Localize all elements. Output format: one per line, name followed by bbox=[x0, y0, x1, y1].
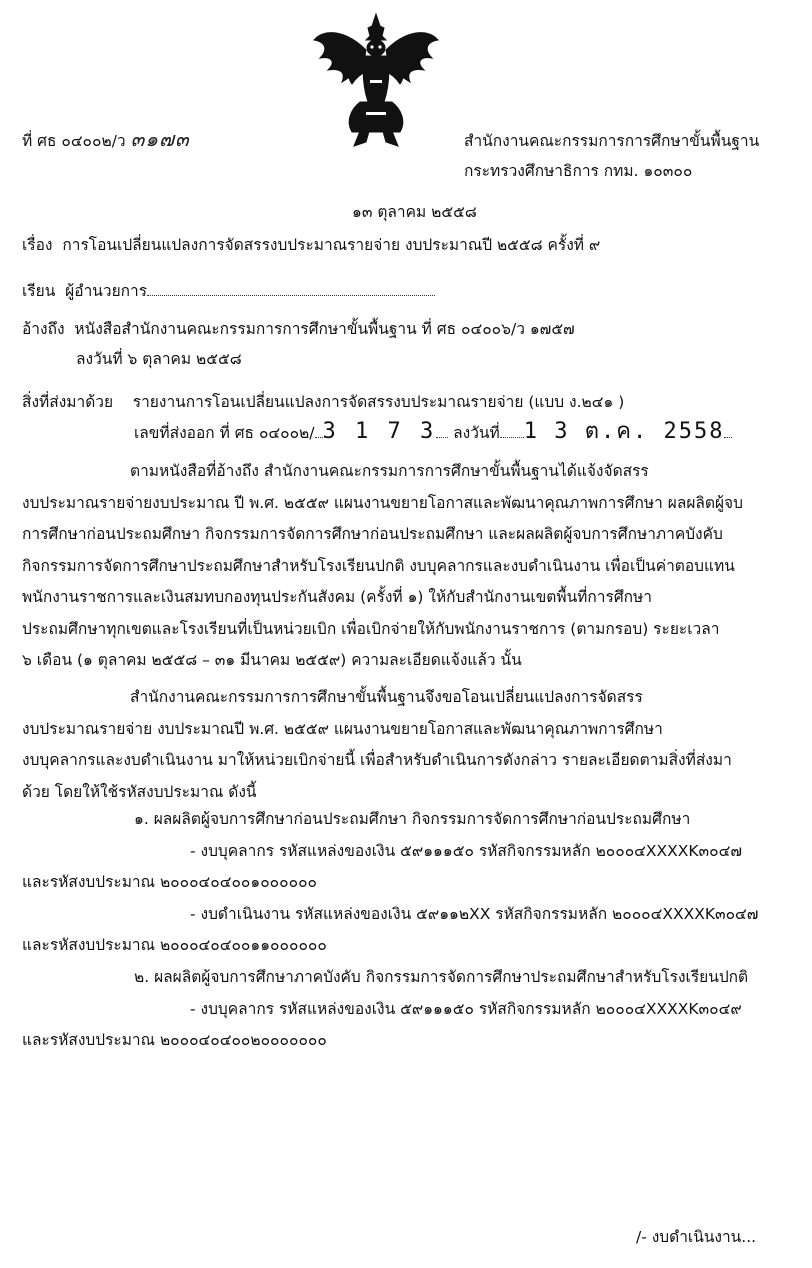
enclosure-line bbox=[22, 393, 624, 412]
export-date-stamp: 1 3 ต.ค. 2558 bbox=[523, 419, 725, 444]
export-dots-d bbox=[724, 423, 732, 438]
reference-date: ลงวันที่ ๖ ตุลาคม ๒๕๕๘ bbox=[76, 350, 242, 368]
paragraph-line: ๖ เดือน (๑ ตุลาคม ๒๕๕๘ – ๓๑ มีนาคม ๒๕๕๙) ความละเอียดแจ้งแล้ว นั้น bbox=[22, 651, 522, 669]
item-entry-line: - งบดำเนินงาน รหัสแหล่งของเงิน ๕๙๑๑๒XX รหัสกิจกรรมหลัก ๒๐๐๐๔XXXXK๓๐๔๗ bbox=[190, 904, 759, 923]
subject-label: เรื่อง bbox=[22, 236, 53, 254]
enclosure-text: รายงานการโอนเปลี่ยนแปลงการจัดสรรงบประมาณรายจ่าย (แบบ ง.๒๔๑ ) bbox=[132, 393, 625, 411]
export-dots-c bbox=[500, 423, 524, 438]
export-dots-b bbox=[436, 423, 448, 438]
office-name: สำนักงานคณะกรรมการการศึกษาขั้นพื้นฐาน bbox=[464, 132, 760, 150]
export-number-stamp: 3 1 7 3 bbox=[322, 419, 437, 444]
reference-number bbox=[22, 127, 190, 152]
export-number-line bbox=[134, 418, 732, 446]
export-dots-a bbox=[315, 423, 323, 438]
export-date-label: ลงวันที่ bbox=[453, 424, 500, 442]
paragraph-line: ตามหนังสือที่อ้างถึง สำนักงานคณะกรรมการการศึกษาขั้นพื้นฐานได้แจ้งจัดสรร bbox=[130, 462, 649, 480]
export-number-label: เลขที่ส่งออก ที่ ศธ ๐๔๐๐๒/ bbox=[134, 424, 315, 442]
reference-number-handwritten: ๓๑๗๓ bbox=[130, 127, 190, 151]
addressee-line bbox=[22, 281, 435, 301]
paragraph-line: พนักงานราชการและเงินสมทบกองทุนประกันสังคม (ครั้งที่ ๑) ให้กับสำนักงานเขตพื้นที่การศึกษา bbox=[22, 588, 652, 606]
paragraph-line: งบประมาณรายจ่ายงบประมาณ ปี พ.ศ. ๒๕๕๙ แผนงานขยายโอกาสและพัฒนาคุณภาพการศึกษา ผลผลิตผู้จบ bbox=[22, 493, 743, 512]
paragraph-line: การศึกษาก่อนประถมศึกษา กิจกรรมการจัดการศึกษาก่อนประถมศึกษา และผลผลิตผู้จบการศึกษาภาคบังคับ bbox=[22, 525, 723, 543]
item-entry-line: - งบบุคลากร รหัสแหล่งของเงิน ๕๙๑๑๑๕๐ รหัสกิจกรรมหลัก ๒๐๐๐๔XXXXK๓๐๔๗ bbox=[190, 841, 742, 860]
continuation-note: /- งบดำเนินงาน... bbox=[636, 1228, 757, 1246]
enclosure-label: สิ่งที่ส่งมาด้วย bbox=[22, 393, 114, 411]
item-heading: ๑. ผลผลิตผู้จบการศึกษาก่อนประถมศึกษา กิจกรรมการจัดการศึกษาก่อนประถมศึกษา bbox=[134, 810, 691, 828]
reference-text: หนังสือสำนักงานคณะกรรมการการศึกษาขั้นพื้นฐาน ที่ ศธ ๐๔๐๐๖/ว ๑๗๕๗ bbox=[74, 320, 575, 338]
office-address: กระทรวงศึกษาธิการ กทม. ๑๐๓๐๐ bbox=[464, 162, 693, 180]
addressee-fill-line bbox=[147, 281, 435, 296]
paragraph-line: สำนักงานคณะกรรมการการศึกษาขั้นพื้นฐานจึงขอโอนเปลี่ยนแปลงการจัดสรร bbox=[130, 688, 643, 706]
reference-line bbox=[22, 320, 575, 339]
budget-item-1 bbox=[22, 804, 792, 962]
item-entry-code: และรหัสงบประมาณ ๒๐๐๐๔๐๔๐๐๒๐๐๐๐๐๐๐ bbox=[22, 1031, 327, 1049]
paragraph-line: ด้วย โดยให้ใช้รหัสงบประมาณ ดังนี้ bbox=[22, 782, 257, 801]
body-paragraph-1 bbox=[22, 456, 792, 677]
item-entry-code: และรหัสงบประมาณ ๒๐๐๐๔๐๔๐๐๑๑๐๐๐๐๐๐ bbox=[22, 936, 327, 954]
item-entry-code: และรหัสงบประมาณ ๒๐๐๐๔๐๔๐๐๑๐๐๐๐๐๐ bbox=[22, 873, 317, 891]
document-date: ๑๓ ตุลาคม ๒๕๕๘ bbox=[352, 203, 477, 221]
addressee-text: ผู้อำนวยการ bbox=[65, 282, 148, 300]
paragraph-line: งบประมาณรายจ่าย งบประมาณปี พ.ศ. ๒๕๕๙ แผนงานขยายโอกาสและพัฒนาคุณภาพการศึกษา bbox=[22, 719, 663, 738]
subject-text: การโอนเปลี่ยนแปลงการจัดสรรงบประมาณรายจ่าย งบประมาณปี ๒๕๕๘ ครั้งที่ ๙ bbox=[62, 236, 601, 254]
item-heading: ๒. ผลผลิตผู้จบการศึกษาภาคบังคับ กิจกรรมการจัดการศึกษาประถมศึกษาสำหรับโรงเรียนปกติ bbox=[134, 968, 749, 986]
addressee-label: เรียน bbox=[22, 282, 56, 300]
garuda-emblem-icon bbox=[306, 10, 446, 152]
paragraph-line: ประถมศึกษาทุกเขตและโรงเรียนที่เป็นหน่วยเบิก เพื่อเบิกจ่ายให้กับพนักงานราชการ (ตามกรอบ) ระยะเวลา bbox=[22, 619, 720, 638]
budget-item-2 bbox=[22, 962, 792, 1057]
paragraph-line: กิจกรรมการจัดการศึกษาประถมศึกษาสำหรับโรงเรียนปกติ งบบุคลากรและงบดำเนินงาน เพื่อเป็นค่าตอบแทน bbox=[22, 556, 735, 575]
item-entry-line: - งบบุคลากร รหัสแหล่งของเงิน ๕๙๑๑๑๕๐ รหัสกิจกรรมหลัก ๒๐๐๐๔XXXXK๓๐๔๙ bbox=[190, 999, 742, 1018]
reference-label: อ้างถึง bbox=[22, 320, 65, 338]
subject-line bbox=[22, 236, 600, 255]
paragraph-line: งบบุคลากรและงบดำเนินงาน มาให้หน่วยเบิกจ่ายนี้ เพื่อสำหรับดำเนินการดังกล่าว รายละเอียดตามสิ่งที่ส่งมา bbox=[22, 751, 732, 769]
reference-number-label: ที่ ศธ ๐๔๐๐๒/ว bbox=[22, 132, 126, 150]
body-paragraph-2 bbox=[22, 682, 792, 808]
